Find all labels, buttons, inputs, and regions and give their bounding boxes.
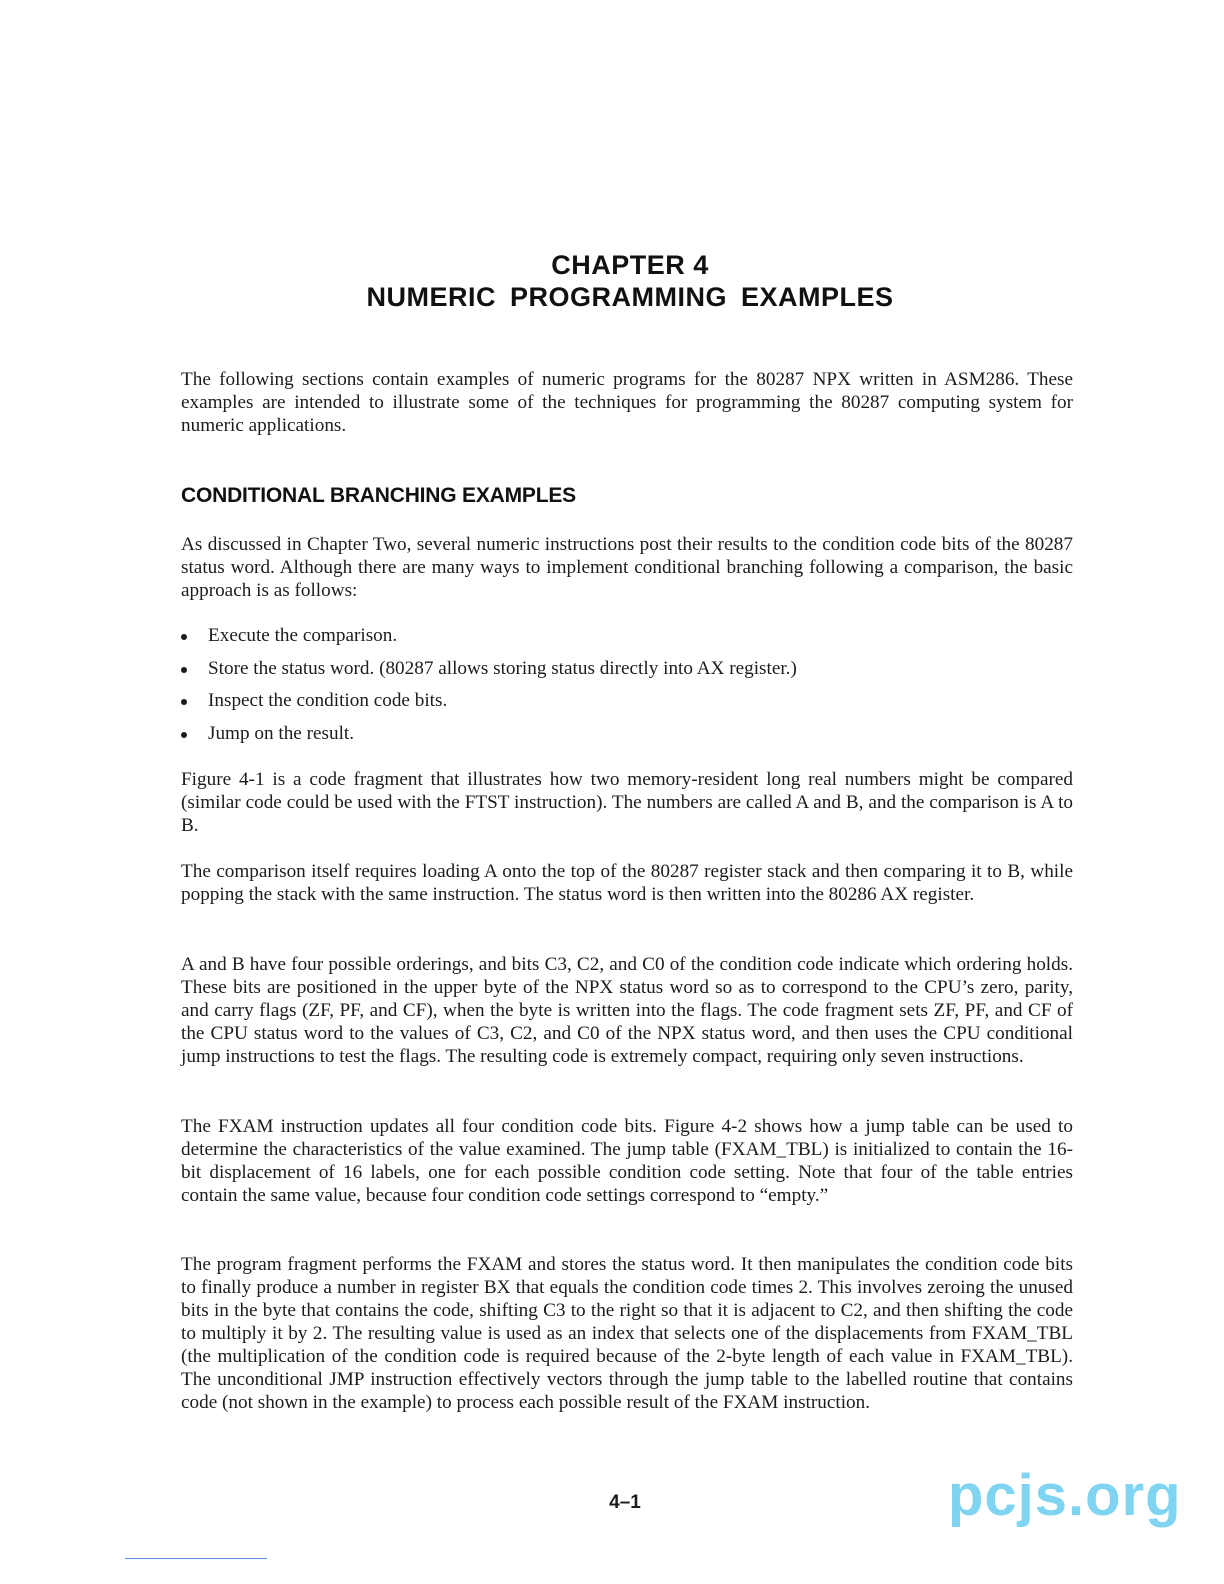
list-item	[181, 624, 1073, 647]
page-number: 4–1	[609, 1492, 641, 1513]
paragraph-approach: As discussed in Chapter Two, several numeric instructions post their results to the condition code bits of the 80287 status word. Although there are many ways to implement conditional branching following a comparison, the basic approach is as follows:	[181, 534, 1073, 601]
bullet-icon	[181, 732, 187, 738]
intro-paragraph: The following sections contain examples of numeric programs for the 80287 NPX written in ASM286. These examples are intended to illustrate some of the techniques for programming the 80287 computing system for numeric applications.	[181, 369, 1073, 436]
bullet-icon	[181, 699, 187, 705]
paragraph-figure-4-1: Figure 4-1 is a code fragment that illustrates how two memory-resident long real numbers might be compared (similar code could be used with the FTST instruction). The numbers are called A and B, and the comparison is A to B.	[181, 769, 1073, 836]
bullet-icon	[181, 667, 187, 673]
paragraph-orderings: A and B have four possible orderings, and bits C3, C2, and C0 of the condition code indicate which ordering holds. These bits are positioned in the upper byte of the NPX status word so as to correspond to the CPU’s zero, parity, and carry flags (ZF, PF, and CF), when the byte is written into the flags. The code fragment sets ZF, PF, and CF of the CPU status word to the values of C3, C2, and C0 of the NPX status word, and then uses the CPU conditional jump instructions to test the flags. The resulting code is extremely compact, requiring only seven instructions.	[181, 954, 1073, 1067]
list-item-text: Jump on the result.	[208, 722, 355, 744]
steps-list	[181, 624, 1073, 754]
chapter-title: NUMERIC PROGRAMMING EXAMPLES	[366, 282, 894, 312]
paragraph-fxam: The FXAM instruction updates all four condition code bits. Figure 4-2 shows how a jump table can be used to determine the characteristics of the value examined. The jump table (FXAM_TBL) is initialized to contain the 16-bit displacement of 16 labels, one for each possible condition code setting. Note that four of the table entries contain the same value, because four condition code settings correspond to “empty.”	[181, 1116, 1073, 1206]
list-item-text: Store the status word. (80287 allows storing status directly into AX register.)	[208, 657, 797, 679]
watermark-logo[interactable]: pcjs.org	[948, 1463, 1182, 1528]
list-item	[181, 689, 1073, 712]
bullet-icon	[181, 634, 187, 640]
chapter-number: CHAPTER 4	[551, 250, 709, 280]
footer-divider	[125, 1558, 267, 1559]
list-item	[181, 657, 1073, 680]
section-heading: CONDITIONAL BRANCHING EXAMPLES	[181, 484, 576, 507]
list-item-text: Execute the comparison.	[208, 625, 398, 646]
paragraph-program-fragment: The program fragment performs the FXAM and stores the status word. It then manipulates the condition code bits to finally produce a number in register BX that equals the condition code times 2. This involves zeroing the unused bits in the byte that contains the code, shifting C3 to the right so that it is adjacent to C2, and then shifting the code to multiply it by 2. The resulting value is used as an index that selects one of the displacements from FXAM_TBL (the multiplication of the condition code is required because of the 2-byte length of each value in FXAM_TBL). The unconditional JMP instruction effectively vectors through the jump table to the labelled routine that contains code (not shown in the example) to process each possible result of the FXAM instruction.	[181, 1254, 1073, 1413]
list-item-text: Inspect the condition code bits.	[208, 690, 448, 711]
paragraph-comparison: The comparison itself requires loading A onto the top of the 80287 register stack and then comparing it to B, while popping the stack with the same instruction. The status word is then written into the 80286 AX register.	[181, 861, 1073, 905]
list-item	[181, 722, 1073, 745]
